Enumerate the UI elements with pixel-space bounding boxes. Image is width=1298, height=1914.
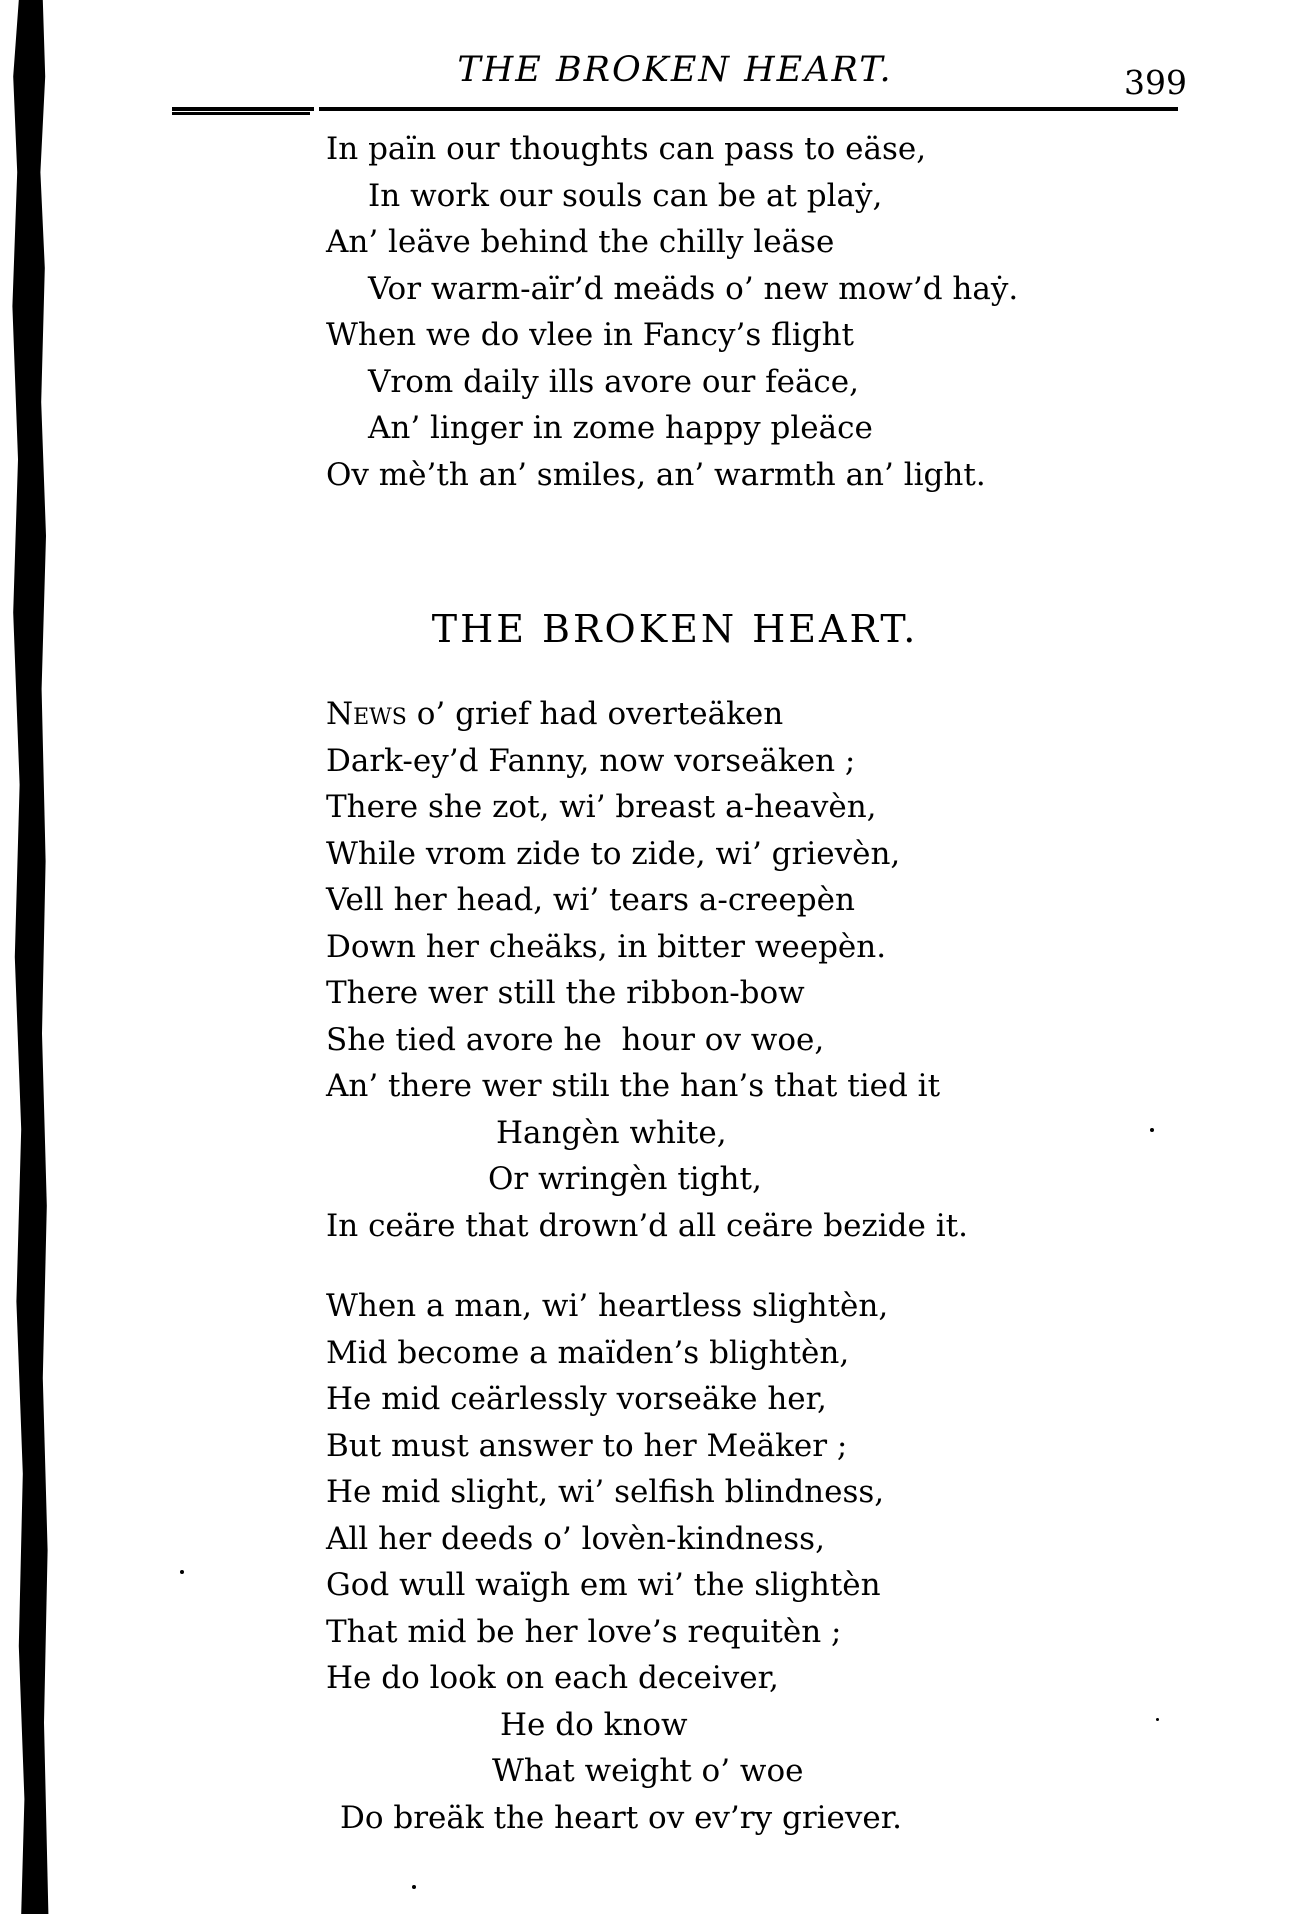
header-rule-dash <box>172 112 310 115</box>
poem-line: He mid slight, wi’ selfish blindness, <box>326 1474 885 1510</box>
poem-line: He mid ceärlessly vorseäke her, <box>326 1381 827 1417</box>
poem-line: An’ there wer stilı the han’s that tied it <box>326 1068 941 1104</box>
header-rule-gap <box>314 106 319 112</box>
poem-line: An’ leäve behind the chilly leäse <box>326 224 835 260</box>
poem-line: Or wringèn tight, <box>488 1161 762 1197</box>
poem-line: Vrom daily ills avore our feäce, <box>368 363 859 400</box>
poem-line: Down her cheäks, in bitter weepèn. <box>326 928 887 965</box>
poem-line-lead-word: News <box>326 696 407 732</box>
poem-line: He do look on each deceiver, <box>326 1660 779 1696</box>
poem-line: What weight o’ woe <box>492 1753 804 1789</box>
scan-speck <box>1150 1128 1154 1132</box>
stanza <box>326 691 968 1249</box>
poem-line: He do know <box>500 1706 688 1743</box>
page-number: 399 <box>1124 63 1187 102</box>
poem-line: Mid become a maïden’s blightèn, <box>326 1334 850 1371</box>
poem-line-text: o’ grief had overteäken <box>406 696 784 732</box>
poem-line: In ceäre that drown’d all ceäre bezide it. <box>326 1207 968 1244</box>
poem-line: There wer still the ribbon-bow <box>326 975 805 1011</box>
poem-title: THE BROKEN HEART. <box>431 607 919 651</box>
poem-line: In païn our thoughts can pass to eäse, <box>326 131 927 167</box>
poem-line: An’ linger in zome happy pleäce <box>368 410 873 446</box>
poem-line: Vell her head, wi’ tears a-creepèn <box>326 882 855 918</box>
poem-line: All her deeds o’ lovèn-kindness, <box>326 1520 825 1557</box>
stanza <box>326 1283 902 1841</box>
poem-line: Do breäk the heart ov ev’ry griever. <box>340 1799 903 1836</box>
binding-shadow <box>10 0 50 1914</box>
poem-line: Ov mè’th an’ smiles, an’ warmth an’ light. <box>326 456 986 493</box>
poem-line: But must answer to her Meäker ; <box>326 1427 848 1464</box>
scan-speck <box>180 1570 184 1574</box>
running-header: THE BROKEN HEART. <box>457 50 893 90</box>
poem-line: Dark-ey’d Fanny, now vorseäken ; <box>326 742 856 779</box>
poem-line: When we do vlee in Fancy’s flight <box>326 317 854 353</box>
poem-line: She tied avore he hour ov woe, <box>326 1021 825 1058</box>
poem-line: When a man, wi’ heartless slightèn, <box>326 1288 889 1324</box>
poem-line: That mid be her love’s requitèn ; <box>326 1613 842 1650</box>
header-rule <box>172 107 1178 111</box>
scan-speck <box>1156 1718 1159 1721</box>
poem-line: Vor warm-aïr’d meäds o’ new mow’d haẏ. <box>368 270 1019 307</box>
poem-line: There she zot, wi’ breast a-heavèn, <box>326 789 877 825</box>
poem-line: While vrom zide to zide, wi’ grievèn, <box>326 835 901 872</box>
poem-line: Hangèn white, <box>496 1114 727 1151</box>
stanza <box>326 126 1018 498</box>
poem-line: God wull waïgh em wi’ the slightèn <box>326 1567 881 1603</box>
poem-line <box>326 691 968 738</box>
scan-speck <box>412 1885 416 1889</box>
poem-line: In work our souls can be at plaẏ, <box>368 177 883 214</box>
